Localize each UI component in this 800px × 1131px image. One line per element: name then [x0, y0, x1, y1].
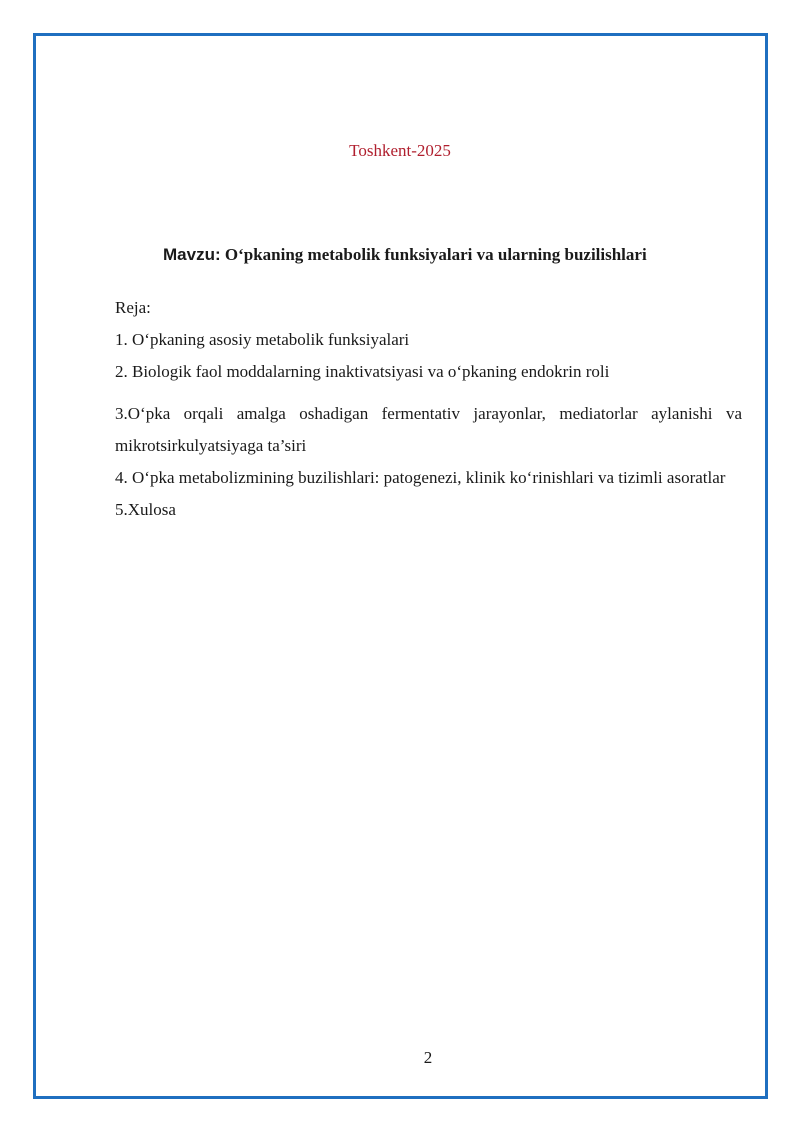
page-number: 2 — [423, 1048, 433, 1067]
plan-item-3: 3.O‘pka orqali amalga oshadigan fermentativ jarayonlar, mediatorlar aylanishi va mikrotsirkulyatsiyaga ta’siri — [115, 404, 742, 455]
plan-item-2: 2. Biologik faol moddalarning inaktivatsiyasi va o‘pkaning endokrin roli — [115, 362, 610, 381]
topic-prefix: Mavzu: — [163, 245, 221, 264]
plan-item-1: 1. O‘pkaning asosiy metabolik funksiyalari — [115, 330, 410, 349]
topic-heading — [163, 245, 647, 265]
plan-label: Reja: — [115, 298, 151, 317]
topic-title: O‘pkaning metabolik funksiyalari va ularning buzilishlari — [224, 245, 647, 264]
plan-item-5: 5.Xulosa — [115, 500, 176, 519]
plan-section — [115, 292, 742, 526]
plan-item-4: 4. O‘pka metabolizmining buzilishlari: patogenezi, klinik ko‘rinishlari va tizimli asoratlar — [115, 468, 726, 487]
page-border — [33, 33, 768, 1099]
city-year: Toshkent-2025 — [349, 141, 451, 160]
